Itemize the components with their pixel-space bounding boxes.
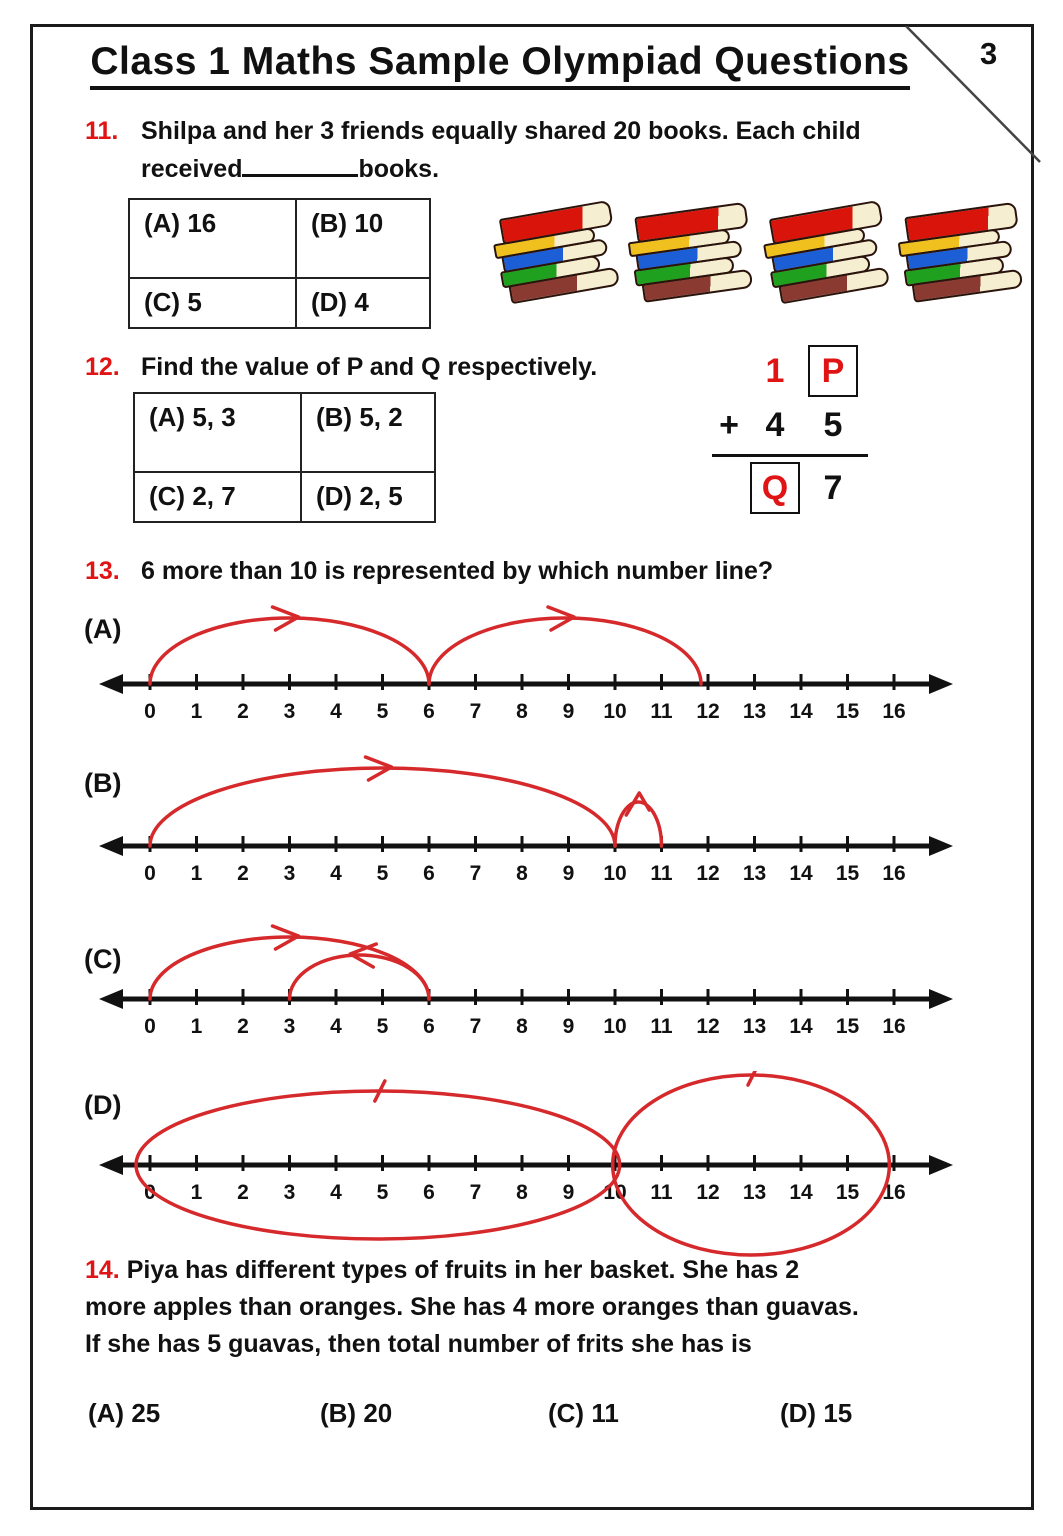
book-stacks bbox=[492, 170, 1019, 296]
svg-text:11: 11 bbox=[650, 1181, 673, 1204]
svg-text:1: 1 bbox=[190, 700, 203, 723]
svg-text:10: 10 bbox=[603, 700, 627, 723]
svg-text:13: 13 bbox=[742, 1181, 767, 1204]
q14-option-d: (D) 15 bbox=[780, 1398, 853, 1428]
question-11-line2-pre: received bbox=[141, 155, 243, 183]
question-14-line3: If she has 5 guavas, then total number of frits she has is bbox=[85, 1330, 752, 1358]
q12-options-table bbox=[133, 392, 436, 523]
carry-digit: 1 bbox=[765, 351, 785, 390]
svg-text:3: 3 bbox=[283, 700, 296, 723]
q11-option-c: (C) 5 bbox=[129, 278, 296, 328]
addition-addend-row bbox=[712, 398, 872, 452]
question-14-text bbox=[85, 1252, 995, 1363]
numberline-d-label: (D) bbox=[84, 1090, 122, 1120]
q-box: Q bbox=[750, 462, 800, 514]
svg-text:8: 8 bbox=[516, 862, 528, 885]
question-12-number: 12. bbox=[85, 353, 120, 381]
question-13-number: 13. bbox=[85, 557, 120, 585]
svg-text:5: 5 bbox=[376, 1015, 389, 1038]
svg-text:1: 1 bbox=[190, 1181, 203, 1204]
page-title: Class 1 Maths Sample Olympiad Questions bbox=[70, 40, 930, 84]
svg-text:12: 12 bbox=[696, 700, 720, 723]
svg-text:11: 11 bbox=[650, 700, 673, 723]
svg-text:4: 4 bbox=[330, 1181, 342, 1204]
svg-text:11: 11 bbox=[650, 862, 673, 885]
svg-text:6: 6 bbox=[423, 862, 435, 885]
svg-text:15: 15 bbox=[835, 862, 860, 885]
book-stack bbox=[752, 160, 894, 305]
book-stack bbox=[482, 160, 624, 305]
svg-text:2: 2 bbox=[237, 1181, 249, 1204]
addend-ones: 5 bbox=[823, 405, 843, 444]
svg-text:7: 7 bbox=[469, 1181, 482, 1204]
svg-text:10: 10 bbox=[603, 1181, 627, 1204]
q14-option-b: (B) 20 bbox=[320, 1398, 393, 1428]
svg-text:0: 0 bbox=[144, 700, 156, 723]
svg-text:0: 0 bbox=[144, 862, 156, 885]
svg-text:3: 3 bbox=[283, 1181, 296, 1204]
svg-text:6: 6 bbox=[423, 1015, 435, 1038]
numberline-a-label: (A) bbox=[84, 614, 122, 644]
svg-text:7: 7 bbox=[469, 1015, 482, 1038]
q12-option-a: (A) 5, 3 bbox=[134, 393, 301, 472]
svg-text:8: 8 bbox=[516, 1181, 528, 1204]
question-11-line2-post: books. bbox=[358, 155, 440, 183]
svg-text:5: 5 bbox=[376, 700, 389, 723]
addition-problem bbox=[712, 344, 872, 515]
q12-option-b: (B) 5, 2 bbox=[301, 393, 435, 472]
question-12-text: Find the value of P and Q respectively. bbox=[141, 353, 598, 381]
svg-text:12: 12 bbox=[696, 1015, 720, 1038]
page-number: 3 bbox=[980, 36, 998, 71]
q11-option-b: (B) 10 bbox=[296, 199, 430, 278]
sum-ones: 7 bbox=[823, 468, 843, 507]
svg-text:9: 9 bbox=[562, 700, 575, 723]
addition-sum-row bbox=[712, 461, 872, 515]
question-11-line1: Shilpa and her 3 friends equally shared 20 books. Each child bbox=[141, 117, 861, 145]
svg-text:4: 4 bbox=[330, 1015, 342, 1038]
svg-text:2: 2 bbox=[237, 862, 249, 885]
svg-text:14: 14 bbox=[789, 1181, 813, 1204]
numberline-c-label: (C) bbox=[84, 944, 122, 974]
svg-text:6: 6 bbox=[423, 1181, 435, 1204]
question-14 bbox=[85, 1252, 995, 1363]
answer-blank bbox=[242, 150, 358, 177]
q14-options-row bbox=[88, 1398, 988, 1429]
svg-text:1: 1 bbox=[190, 862, 203, 885]
svg-text:4: 4 bbox=[330, 862, 342, 885]
book-stack bbox=[619, 162, 757, 304]
svg-text:5: 5 bbox=[376, 1181, 389, 1204]
svg-text:8: 8 bbox=[516, 1015, 528, 1038]
q12-option-d: (D) 2, 5 bbox=[301, 472, 435, 522]
p-box: P bbox=[808, 345, 858, 397]
svg-text:15: 15 bbox=[835, 1181, 860, 1204]
question-14-line1: Piya has different types of fruits in her basket. She has 2 bbox=[126, 1256, 800, 1284]
svg-text:13: 13 bbox=[742, 862, 767, 885]
numberline-a bbox=[95, 592, 957, 742]
question-11-number: 11. bbox=[85, 117, 119, 145]
q11-option-d: (D) 4 bbox=[296, 278, 430, 328]
svg-text:0: 0 bbox=[144, 1015, 156, 1038]
svg-text:8: 8 bbox=[516, 700, 528, 723]
svg-text:15: 15 bbox=[835, 700, 860, 723]
q11-option-a: (A) 16 bbox=[129, 199, 296, 278]
svg-text:14: 14 bbox=[789, 1015, 813, 1038]
svg-text:3: 3 bbox=[283, 862, 296, 885]
svg-text:10: 10 bbox=[603, 1015, 627, 1038]
svg-text:7: 7 bbox=[469, 862, 482, 885]
svg-text:13: 13 bbox=[742, 700, 767, 723]
svg-text:6: 6 bbox=[423, 700, 435, 723]
addend-tens: 4 bbox=[765, 405, 785, 444]
numberline-b bbox=[95, 754, 957, 916]
svg-text:12: 12 bbox=[696, 862, 720, 885]
svg-text:11: 11 bbox=[650, 1015, 673, 1038]
svg-text:9: 9 bbox=[562, 862, 575, 885]
numberline-c bbox=[95, 921, 957, 1061]
svg-text:16: 16 bbox=[882, 1015, 906, 1038]
svg-text:9: 9 bbox=[562, 1181, 575, 1204]
svg-text:15: 15 bbox=[835, 1015, 860, 1038]
question-12 bbox=[85, 348, 785, 386]
svg-text:5: 5 bbox=[376, 862, 389, 885]
addition-carry-row bbox=[712, 344, 872, 398]
q11-options-table bbox=[128, 198, 431, 329]
svg-text:16: 16 bbox=[882, 862, 906, 885]
svg-text:16: 16 bbox=[882, 700, 906, 723]
question-13 bbox=[85, 552, 985, 590]
q14-option-a: (A) 25 bbox=[88, 1398, 161, 1428]
svg-text:2: 2 bbox=[237, 700, 249, 723]
q14-option-c: (C) 11 bbox=[548, 1398, 619, 1428]
numberline-b-label: (B) bbox=[84, 768, 122, 798]
question-14-line2: more apples than oranges. She has 4 more oranges than guavas. bbox=[85, 1293, 859, 1321]
numberline-d bbox=[95, 1071, 957, 1267]
svg-text:12: 12 bbox=[696, 1181, 720, 1204]
svg-text:0: 0 bbox=[144, 1181, 156, 1204]
q12-option-c: (C) 2, 7 bbox=[134, 472, 301, 522]
svg-text:7: 7 bbox=[469, 700, 482, 723]
svg-text:3: 3 bbox=[283, 1015, 296, 1038]
svg-text:14: 14 bbox=[789, 700, 813, 723]
svg-text:9: 9 bbox=[562, 1015, 575, 1038]
svg-text:13: 13 bbox=[742, 1015, 767, 1038]
svg-text:10: 10 bbox=[603, 862, 627, 885]
svg-text:14: 14 bbox=[789, 862, 813, 885]
svg-text:2: 2 bbox=[237, 1015, 249, 1038]
question-14-number: 14. bbox=[85, 1256, 120, 1284]
svg-text:4: 4 bbox=[330, 700, 342, 723]
book-stack bbox=[889, 162, 1027, 304]
svg-text:16: 16 bbox=[882, 1181, 906, 1204]
plus-sign: + bbox=[719, 405, 739, 444]
svg-text:1: 1 bbox=[190, 1015, 203, 1038]
question-13-text: 6 more than 10 is represented by which number line? bbox=[141, 557, 774, 585]
addition-rule-line bbox=[712, 454, 868, 457]
